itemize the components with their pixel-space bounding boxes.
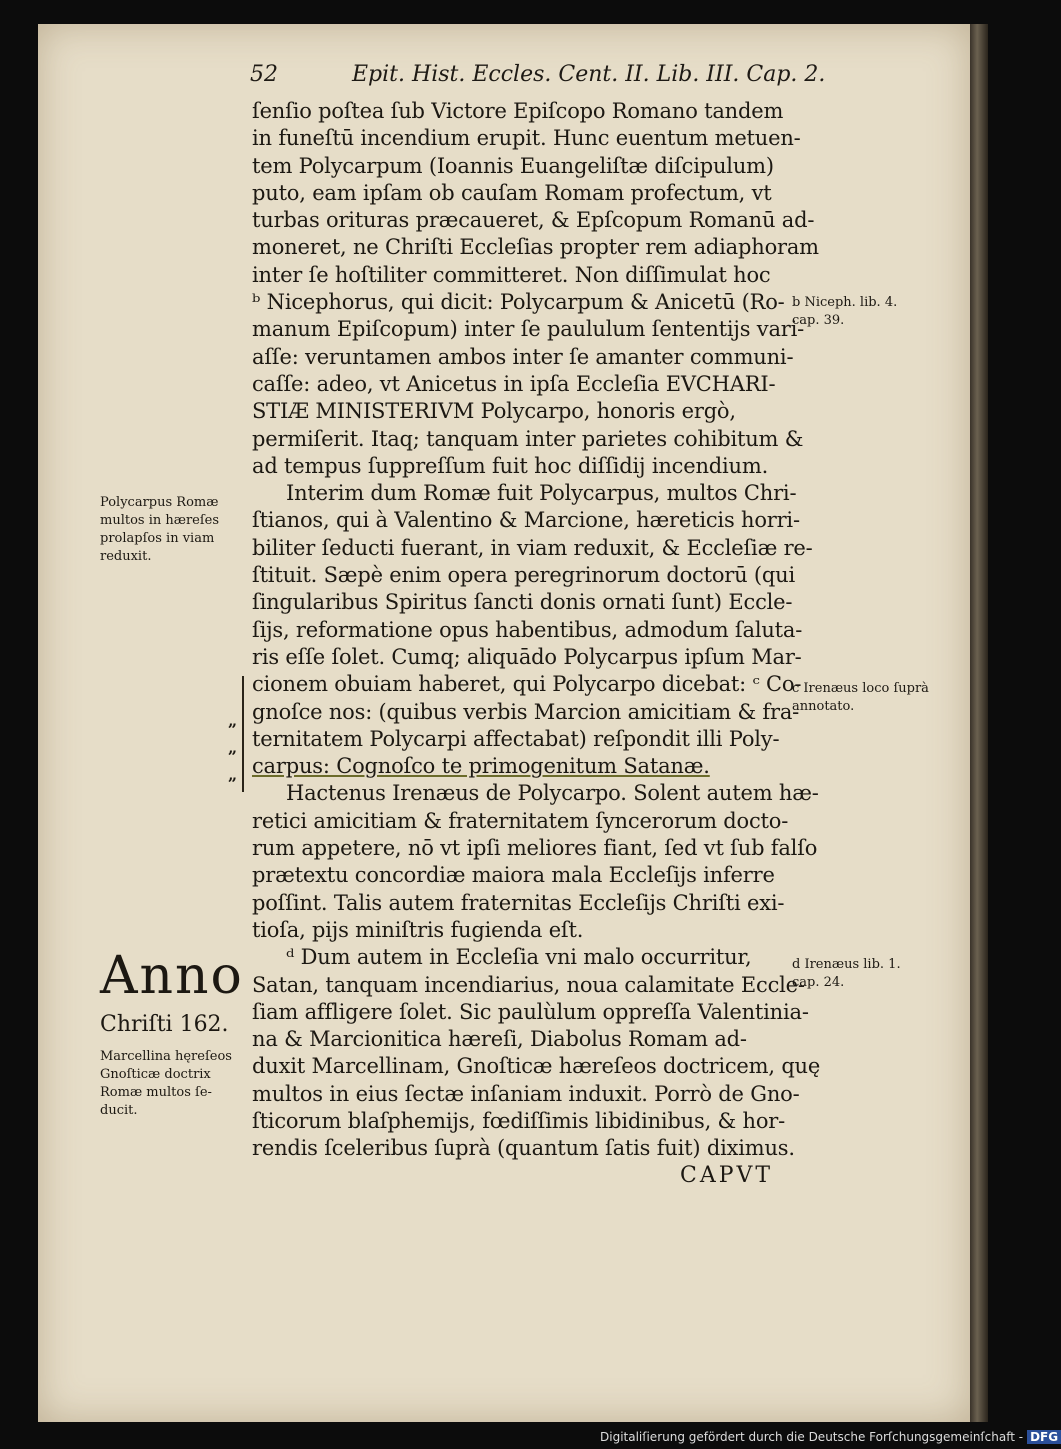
footer-text: Digitaliſierung gefördert durch die Deutsche Forſchungsgemeinſchaft -	[600, 1430, 1024, 1444]
text-line: Hactenus Irenæus de Polycarpo. Solent autem hæ-	[286, 781, 819, 806]
text-line: multos in eius ſectæ inſaniam induxit. Porrò de Gno-	[252, 1081, 800, 1106]
text-line: ſticorum blaſphemijs, fœdiſſimis libidinibus, & hor-	[252, 1108, 785, 1133]
text-line: ſtituit. Sæpè enim opera peregrinorum doctorū (qui	[252, 563, 795, 588]
right-margin-note-c: c Irenæus loco ſuprà annotato.	[792, 681, 929, 714]
text-line: duxit Marcellinam, Gnoſticæ hæreſeos doctricem, quę	[252, 1054, 821, 1079]
text-line: rendis ſceleribus ſuprà (quantum ſatis fuit) diximus.	[252, 1136, 795, 1161]
quote-mark: „	[228, 711, 238, 730]
catchword: CAPVT	[680, 1163, 774, 1188]
running-title: Epit. Hist. Eccles. Cent. II. Lib. III. Cap. 2.	[352, 62, 826, 87]
anno-heading: Anno	[100, 946, 244, 1006]
text-line: ris eſſe ſolet. Cumq; aliquādo Polycarpus ipſum Mar-	[252, 644, 802, 669]
text-line: puto, eam ipſam ob cauſam Romam profectum, vt	[252, 180, 772, 205]
text-line: biliter ſeducti fuerant, in viam reduxit, & Eccleſiæ re-	[252, 535, 813, 560]
text-line: ternitatem Polycarpi affectabat) reſpondit illi Poly-	[252, 726, 780, 751]
text-line: tioſa, pijs miniſtris fugienda eſt.	[252, 917, 584, 942]
anno-year: Chriſti 162.	[100, 1012, 229, 1037]
text-line: in funeſtū incendium erupit. Hunc euentum metuen-	[252, 126, 801, 151]
dfg-logo: DFG	[1027, 1430, 1061, 1444]
page-number: 52	[250, 62, 278, 87]
text-line: ſtianos, qui à Valentino & Marcione, hæreticis horri-	[252, 508, 800, 533]
text-line: tem Polycarpum (Ioannis Euangeliſtæ diſcipulum)	[252, 153, 774, 178]
text-line: Interim dum Romæ fuit Polycarpus, multos Chri-	[286, 481, 797, 506]
text-line: caſſe: adeo, vt Anicetus in ipſa Eccleſia EVCHARI-	[252, 371, 776, 396]
text-line: ſiam affligere ſolet. Sic paulùlum oppreſſa Valentinia-	[252, 999, 809, 1024]
text-line: ᵈ Dum autem in Eccleſia vni malo occurritur,	[286, 945, 752, 970]
text-line: ſijs, reformatione opus habentibus, admodum ſaluta-	[252, 617, 803, 642]
text-line: permiſerit. Itaq; tanquam inter parietes cohibitum &	[252, 426, 804, 451]
text-line: gnoſce nos: (quibus verbis Marcion amicitiam & fra-	[252, 699, 800, 724]
text-line: Satan, tanquam incendiarius, noua calamitate Eccle-	[252, 972, 805, 997]
page-edge	[970, 24, 988, 1422]
text-line: carpus: Cognoſco te primogenitum Satanæ.	[252, 754, 710, 779]
main-text	[252, 98, 821, 1163]
right-margin-note-b: b Niceph. lib. 4. cap. 39.	[792, 295, 898, 328]
text-line: moneret, ne Chriſti Eccleſias propter rem adiaphoram	[252, 235, 819, 260]
quote-mark: „	[228, 765, 238, 784]
text-line: poſſint. Talis autem fraternitas Eccleſijs Chriſti exi-	[252, 890, 785, 915]
text-line: na & Marcionitica hæreſi, Diabolus Romam ad-	[252, 1027, 747, 1052]
text-line: retici amicitiam & fraternitatem ſyncerorum docto-	[252, 808, 789, 833]
quote-mark: „	[228, 738, 238, 757]
right-margin-note-d: d Irenæus lib. 1. cap. 24.	[792, 957, 901, 990]
text-line: turbas orituras præcaueret, & Epſcopum Romanū ad-	[252, 208, 815, 233]
running-header	[250, 62, 825, 87]
text-line: ſingularibus Spiritus ſancti donis ornati ſunt) Eccle-	[252, 590, 793, 615]
text-line: aſſe: veruntamen ambos inter ſe amanter communi-	[252, 344, 794, 369]
quote-bracket	[242, 676, 250, 792]
left-margin-note-marcellina: Marcellina hęreſeos Gnoſticæ doctrix Romæ multos ſe- ducit.	[100, 1049, 232, 1118]
text-line: ad tempus ſuppreſſum fuit hoc diſſidij incendium.	[252, 453, 769, 478]
text-line: prætextu concordiæ maiora mala Eccleſijs inferre	[252, 863, 775, 888]
text-line: ᵇ Nicephorus, qui dicit: Polycarpum & Anicetū (Ro-	[252, 290, 785, 315]
text-line: ſenſio poſtea ſub Victore Epiſcopo Romano tandem	[252, 99, 784, 123]
text-line: manum Epiſcopum) inter ſe paululum ſententijs vari-	[252, 317, 805, 342]
left-margin-note-polycarpus: Polycarpus Romæ multos in hæreſes prolapſos in viam reduxit.	[100, 495, 220, 564]
text-line: cionem obuiam haberet, qui Polycarpo dicebat: ᶜ Co-	[252, 672, 802, 697]
text-line: inter ſe hoſtiliter committeret. Non diſſimulat hoc	[252, 262, 771, 287]
text-line: rum appetere, nō vt ipſi meliores fiant, ſed vt ſub falſo	[252, 836, 818, 861]
digitization-footer	[600, 1430, 1061, 1444]
text-line: STIÆ MINISTERIVM Polycarpo, honoris ergò,	[252, 399, 736, 424]
